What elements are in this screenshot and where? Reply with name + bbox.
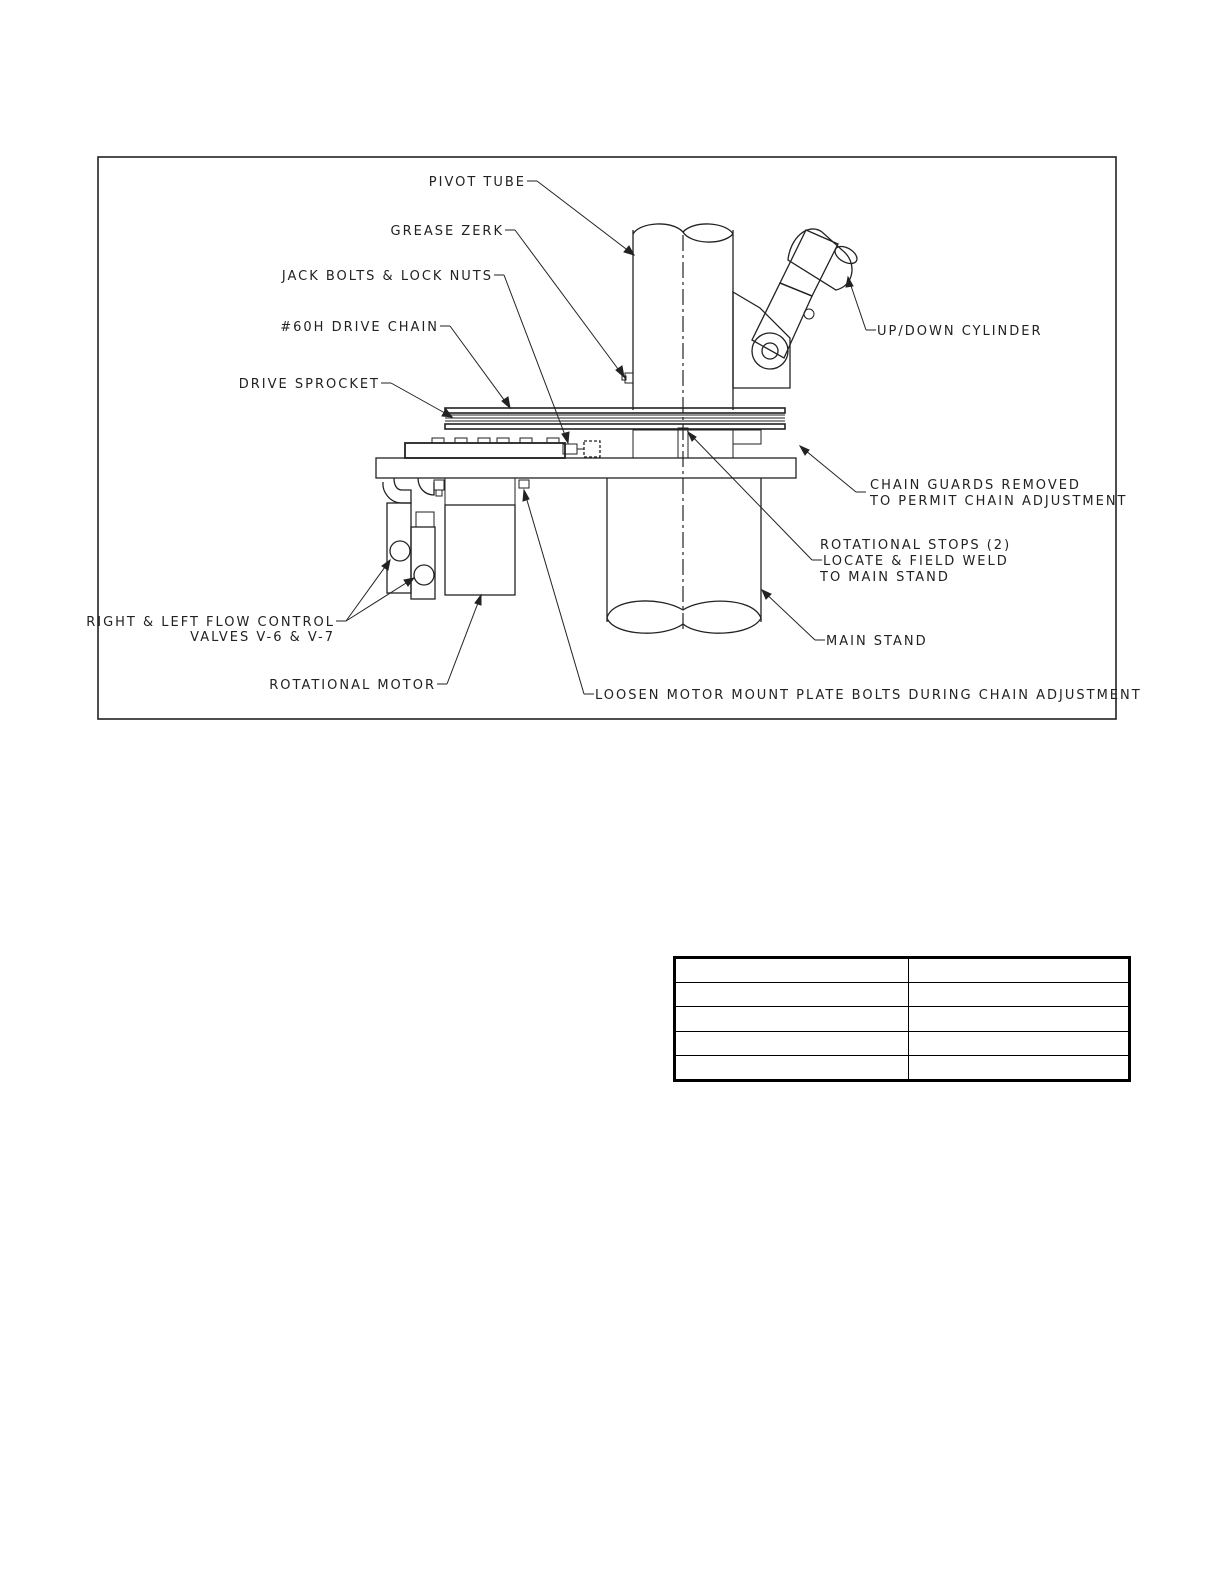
table-cell [909, 1055, 1130, 1080]
label-rot-stops-3: TO MAIN STAND [820, 570, 950, 585]
label-jack-bolts: JACK BOLTS & LOCK NUTS [281, 269, 493, 284]
motor-mount-plate [405, 438, 565, 458]
hub [633, 428, 761, 458]
label-main-stand: MAIN STAND [826, 634, 928, 649]
label-loosen-bolts: LOOSEN MOTOR MOUNT PLATE BOLTS DURING CHAIN ADJUSTMENT [595, 688, 1142, 703]
label-flow-control-1: RIGHT & LEFT FLOW CONTROL [86, 615, 335, 630]
table-cell [909, 1031, 1130, 1055]
label-rotational-motor: ROTATIONAL MOTOR [269, 678, 436, 693]
table-row [675, 983, 1130, 1007]
label-pivot-tube: PIVOT TUBE [428, 175, 526, 190]
label-drive-chain: #60H DRIVE CHAIN [280, 320, 439, 335]
drive-chain [445, 408, 785, 429]
table-cell [675, 1007, 909, 1031]
jack-bolts [563, 441, 600, 457]
table-row [675, 1031, 1130, 1055]
table-cell [909, 958, 1130, 983]
table-row [675, 1007, 1130, 1031]
table-row [675, 958, 1130, 983]
spec-table [673, 956, 1131, 1082]
table-cell [675, 1055, 909, 1080]
flow-control-valves [383, 478, 444, 599]
leader-lines [336, 181, 876, 694]
label-rot-stops-1: ROTATIONAL STOPS (2) [820, 538, 1012, 553]
table-cell [675, 1031, 909, 1055]
label-grease-zerk: GREASE ZERK [390, 224, 504, 239]
main-stand [607, 478, 761, 633]
table-cell [675, 958, 909, 983]
table-row [675, 1055, 1130, 1080]
table-cell [909, 983, 1130, 1007]
label-drive-sprocket: DRIVE SPROCKET [238, 377, 380, 392]
label-rot-stops-2: LOCATE & FIELD WELD [823, 554, 1009, 569]
table-cell [909, 1007, 1130, 1031]
rotational-motor-body [445, 478, 529, 595]
cylinder-bracket [733, 292, 790, 388]
base-plate [376, 458, 796, 478]
label-flow-control-2: VALVES V-6 & V-7 [190, 630, 335, 645]
up-down-cylinder [752, 229, 860, 369]
label-up-down-cylinder: UP/DOWN CYLINDER [877, 324, 1043, 339]
table-cell [675, 983, 909, 1007]
label-chain-guards-2: TO PERMIT CHAIN ADJUSTMENT [870, 494, 1128, 509]
label-chain-guards-1: CHAIN GUARDS REMOVED [870, 478, 1081, 493]
